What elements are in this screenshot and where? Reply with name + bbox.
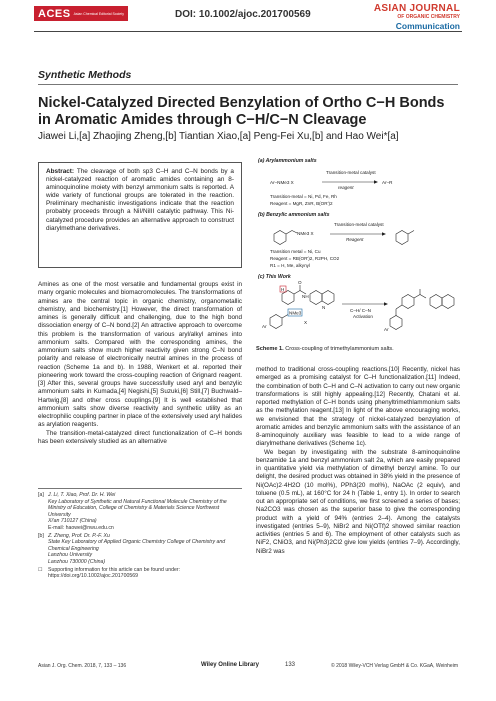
footnote-label: [a]	[38, 492, 44, 498]
scheme-c-h: H	[281, 287, 285, 292]
scheme-c-o: O	[298, 280, 302, 285]
paragraph: The transition-metal-catalyzed direct functionalization of C–H bonds has been extensively studied as an alternative	[38, 429, 242, 445]
page-footer	[38, 661, 458, 671]
scheme-c-ar: Ar	[262, 324, 267, 329]
footnote-line: Lanzhou 730000 (China)	[48, 558, 106, 565]
scheme-c-ar2: Ar	[384, 327, 389, 332]
section-divider	[38, 84, 458, 85]
footnote-line: Z. Zheng, Prof. Dr. P.-F. Xu	[48, 532, 110, 539]
scheme-c-x: X	[304, 320, 308, 325]
scheme-caption-text: Cross-coupling of trimethylammonium salts.	[285, 346, 394, 352]
email-link[interactable]: E-mail: haowei@nwu.edu.cn	[48, 524, 114, 531]
scheme-b-condition: R1 = H, Me, alkynyl	[270, 263, 310, 268]
copyright: © 2018 Wiley-VCH Verlag GmbH & Co. KGaA, Weinheim	[331, 663, 458, 669]
footnote	[38, 533, 242, 566]
author-list: Jiawei Li,[a] Zhaojing Zheng,[b] Tiantian Xiao,[a] Peng-Fei Xu,[b] and Hao Wei*[a]	[38, 131, 399, 142]
scheme-a-label: (a) Arylammonium salts	[258, 158, 317, 164]
footnote	[38, 567, 242, 580]
journal-name: ASIAN JOURNAL	[373, 3, 460, 14]
footnote-line: State Key Laboratory of Applied Organic Chemistry College of Chemistry and Chemical Engineering	[48, 539, 226, 552]
footnote-line: J. Li, T. Xiao, Prof. Dr. H. Wei	[48, 492, 116, 498]
paragraph: method to traditional cross-coupling reactions.[10] Recently, nickel has emerged as a promising catalyst for C–H functionalization.[11] Indeed, the combination of both C–H and C–N activation to carry out new organic transformations is still highly appealing.[12] Recently, Chatani et al. reported methylation of C–H bonds using phenyltrimethlammonium salts as the methylation reagent.[13] In light of the above encouraging works, we envisioned that the strategy of nickel-catalyzed benzylation of aromatic amides and benzylic ammonium salts with the assistance of an 8-aminoquinoly auxiliary was feasible to lead to a wide range of diarylmethane derivatives (Scheme 1c).	[256, 366, 460, 448]
body-column-right	[256, 366, 460, 556]
benzyl-ammonium-structure	[274, 231, 297, 245]
footnote-line: Xi'an 710127 (China)	[48, 518, 97, 525]
scheme-a-reactant: Ar–NMe3 X	[270, 180, 294, 185]
benzyl-product-structure	[396, 231, 414, 245]
section-heading: Synthetic Methods	[38, 69, 132, 81]
aces-logo: ACES Asian Chemical Editorial Society	[34, 6, 128, 21]
scheme-caption	[256, 346, 460, 352]
body-column-left	[38, 281, 242, 446]
paragraph: Amines as one of the most versatile and fundamental groups exist in many organic molecules and biomacromolecules. The transformations of amines are the central topic in organic chemistry, organometallic chemistry, and biochemistry.[1] However, the direct transformation of amines is generally difficult and challenging, due to the high bond dissociation energy of C–N bond.[2] An attractive approach to overcome this problem is the transformation of various aryl/alkyl amines into ammonium salts. Compared with the corresponding amines, the ammonium salts show much higher reactivity given strong C–N bond polarity and release of electronically neutral amines in the process of reaction (Scheme 1a and b). In 1988, Wenkert et al. reported their pioneering work toward the cross-coupling reaction of Grignard reagent.[3] After this, several groups have successfully used aryl and benzylic ammonium salts in Kumada,[4] Negishi,[5] Suzuki,[6] Still,[7] Buchwald–Hartwig,[8] and other cross couplings.[9] It is well established that ammonium salts show diverse reactivity and synthetic utility as an electrophilic coupling partner in place of the extensively used aryl halides as arylation reagents.	[38, 281, 242, 429]
article-title: Nickel-Catalyzed Directed Benzylation of Ortho C−H Bonds in Aromatic Amides through C−H/C−N Cleavage	[38, 95, 445, 128]
wiley-online-library-link[interactable]: Wiley Online Library	[201, 662, 259, 668]
scheme-b-reagent: Reagent	[346, 237, 364, 242]
article-type: Communication	[395, 21, 460, 31]
arrow-head	[384, 302, 388, 305]
scheme-c-n: N	[322, 305, 326, 310]
header-divider	[34, 31, 462, 32]
scheme-c-nme3: NMe3	[289, 310, 302, 316]
journal-subname: OF ORGANIC CHEMISTRY	[397, 14, 460, 20]
footnote	[38, 492, 242, 532]
scheme-b-arrow-top: Transition-metal catalyst	[334, 222, 384, 227]
scheme-1-figure	[256, 156, 460, 342]
abstract-label: Abstract:	[46, 168, 75, 175]
scheme-b-condition: Transition metal = Ni, Cu	[270, 249, 321, 254]
scheme-c-arrow-label: C–H/ C–N	[350, 308, 371, 313]
abstract-box	[38, 162, 242, 268]
scheme-a-product: Ar–R	[382, 180, 393, 185]
journal-header	[0, 0, 496, 44]
scheme-a-condition: Transition-metal = Ni, Pd, Fe, Rh	[270, 194, 337, 199]
footnote-line: Key Laboratory of Synthetic and Natural Functional Molecule Chemistry of the Ministry of Education, College of Chemistry & Materials Science Northwest University	[48, 498, 227, 518]
supporting-info-icon: ☐	[38, 566, 43, 573]
arrow-head	[382, 232, 386, 235]
footnote-divider	[38, 488, 242, 489]
product-structure	[390, 289, 454, 330]
scheme-c-arrow-label: Activation	[353, 314, 373, 319]
journal-brand	[374, 4, 460, 31]
scheme-b-label: (b) Benzylic ammonium salts	[258, 212, 330, 218]
citation-line: Asian J. Org. Chem. 2018, 7, 133 – 136	[38, 663, 127, 669]
scheme-a-condition: Reagent = MgR, ZnR, B(OR')2	[270, 201, 333, 206]
affiliations	[38, 492, 242, 581]
aces-logo-subtext: Asian Chemical Editorial Society	[73, 11, 124, 16]
scheme-caption-label: Scheme 1.	[256, 346, 284, 352]
scheme-a-arrow-top: Transition-metal catalyst	[326, 170, 376, 175]
scheme-b-condition: Reagent = RB(OR')2, R2PH, CO2	[270, 256, 340, 261]
supporting-info-link[interactable]: Supporting information for this article can be found under: https://doi.org/10.1002/ajoc.201700569	[48, 566, 181, 580]
abstract-text: The cleavage of both sp3 C–H and C–N bonds by a nickel-catalyzed reaction of aromatic amides containing an 8-aminoquinoline moiety with benzyl ammonium salts is reported. A wide variety of functional groups are tolerated in the reaction. Preliminary mechanistic investigations indicate that the reaction probably proceeds through a NiI/NiIII catalytic pathway. This Ni-catalyzed procedure provides an alternative approach to construct diarylmethane derivatives.	[46, 168, 234, 232]
paragraph: We began by investigating with the substrate 8-aminoquinoline benzamide 1a and benzyl ammonium salt 2a, which are easily prepared in quantitative yield via methylation of dimethyl benzyl amine. To our delight, the desired product was obtained in 38% yield in the presence of Ni(OAc)2·4H2O (10 mol%), PPh3(20 mol%), NaOAc (2 equiv), and toluene (0.5 mL), at 160°C for 24 h (Table 1, entry 1). In order to search out an appropriate set of conditions, we first screened a series of bases; Na2CO3 was chosen as the superior base to give the corresponding product with a yield of 94% (entries 2–4). Among the catalysts investigated (entries 5–9), NiBr2 and Ni(OTf)2 showed similar reaction activities (entries 5 and 6). The employment of other catalysts such as NiF2, CNiO3, and Ni(Ph3)2Cl2 give low yields (entries 7–9). Accordingly, NiBr2 was	[256, 448, 460, 555]
scheme-b-reactant: NMe3 X	[297, 231, 314, 236]
footnote-label: [b]	[38, 532, 44, 539]
arrow-head	[374, 180, 378, 183]
scheme-c-nh: NH	[302, 294, 309, 299]
doi-link[interactable]: DOI: 10.1002/ajoc.201700569	[175, 9, 311, 20]
scheme-c-label: (c) This Work	[258, 274, 291, 280]
page-number: 133	[285, 662, 296, 668]
footnote-line: Lanzhou University	[48, 552, 93, 559]
scheme-a-reagent: reagent	[338, 185, 354, 190]
